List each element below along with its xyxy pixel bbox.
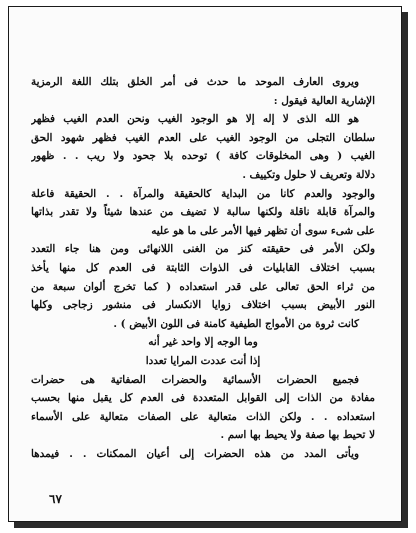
text-line: سلطان التجلى من الوجود الغيب على العدم الغيب فظهر شهود الحق xyxy=(31,131,375,144)
text-line: والوجود والعدم كانا من البداية كالحقيقة والمرآة . . الحقيقة فاعلة xyxy=(31,187,375,200)
text-line: مفادة من الذات إلى القوابل المتعددة فى العدم كل يقبل منها بحسب xyxy=(31,392,375,405)
text-line: على شىء سوى أن تظهر فيها الأمر على ما هو عليه xyxy=(151,224,375,237)
text-line: لا تحيط بها صفة ولا يحيط بها اسم . xyxy=(220,429,375,442)
verse-line: وما الوجه إلا واحد غير أنه xyxy=(148,336,258,349)
text-line: هو الله الذى لا إله إلا هو الوجود الغيب ونحن العدم الغيب فظهر xyxy=(31,113,359,126)
text-line: والمرآة قابلة ناقلة ولكنها سالبة لا تضيف من عندها شيئاً ولا تقدر بذاتها xyxy=(31,206,375,219)
text-line: ويروى العارف الموحد ما حدث فى أمر الخلق بتلك اللغة الرمزية xyxy=(31,76,359,88)
text-line: الغيب ( وهى المخلوقات كافة ) توحده بلا جحود ولا ريب . . ظهور xyxy=(31,150,375,163)
text-line: كانت ثروة من الأمواج الطيفية كامنة فى اللون الأبيض ) . xyxy=(113,317,359,330)
text-line: من ثراء الحق تعالى على قدر استعداده ( كما تخرج ألوان سبعة من xyxy=(31,280,375,293)
book-page xyxy=(8,6,402,522)
text-line: الإشارية العالية فيقول : xyxy=(273,94,375,107)
page-number: ٦٧ xyxy=(49,492,62,506)
text-line: استعداده . . ولكن الذات متعالية على الصفات متعالية على الأسماء xyxy=(31,410,375,423)
text-line: فجميع الحضرات الأسمائية والحضرات الصفاتية هى حضرات xyxy=(31,373,359,386)
text-line: ولكن الأمر فى حقيقته كنز من الغنى اللانهائى ومن هنا جاء التعدد xyxy=(31,243,375,256)
text-line: ويأتى المدد من هذه الحضرات إلى أعيان الممكنات . . فيمدها xyxy=(31,447,359,460)
verse-line: إذا أنت عددت المرايا تعددا xyxy=(145,354,261,367)
text-line: النور الأبيض بسبب اختلاف زوايا الانكسار فى منشور زجاجى وكلها xyxy=(31,299,375,312)
text-line: بسبب اختلاف القابليات فى الذوات الثابتة فى العدم كل منها يأخذ xyxy=(31,261,375,274)
text-line: دلالة وتعريف لا حلول وتكييف . xyxy=(242,168,375,181)
page-text xyxy=(31,73,375,463)
